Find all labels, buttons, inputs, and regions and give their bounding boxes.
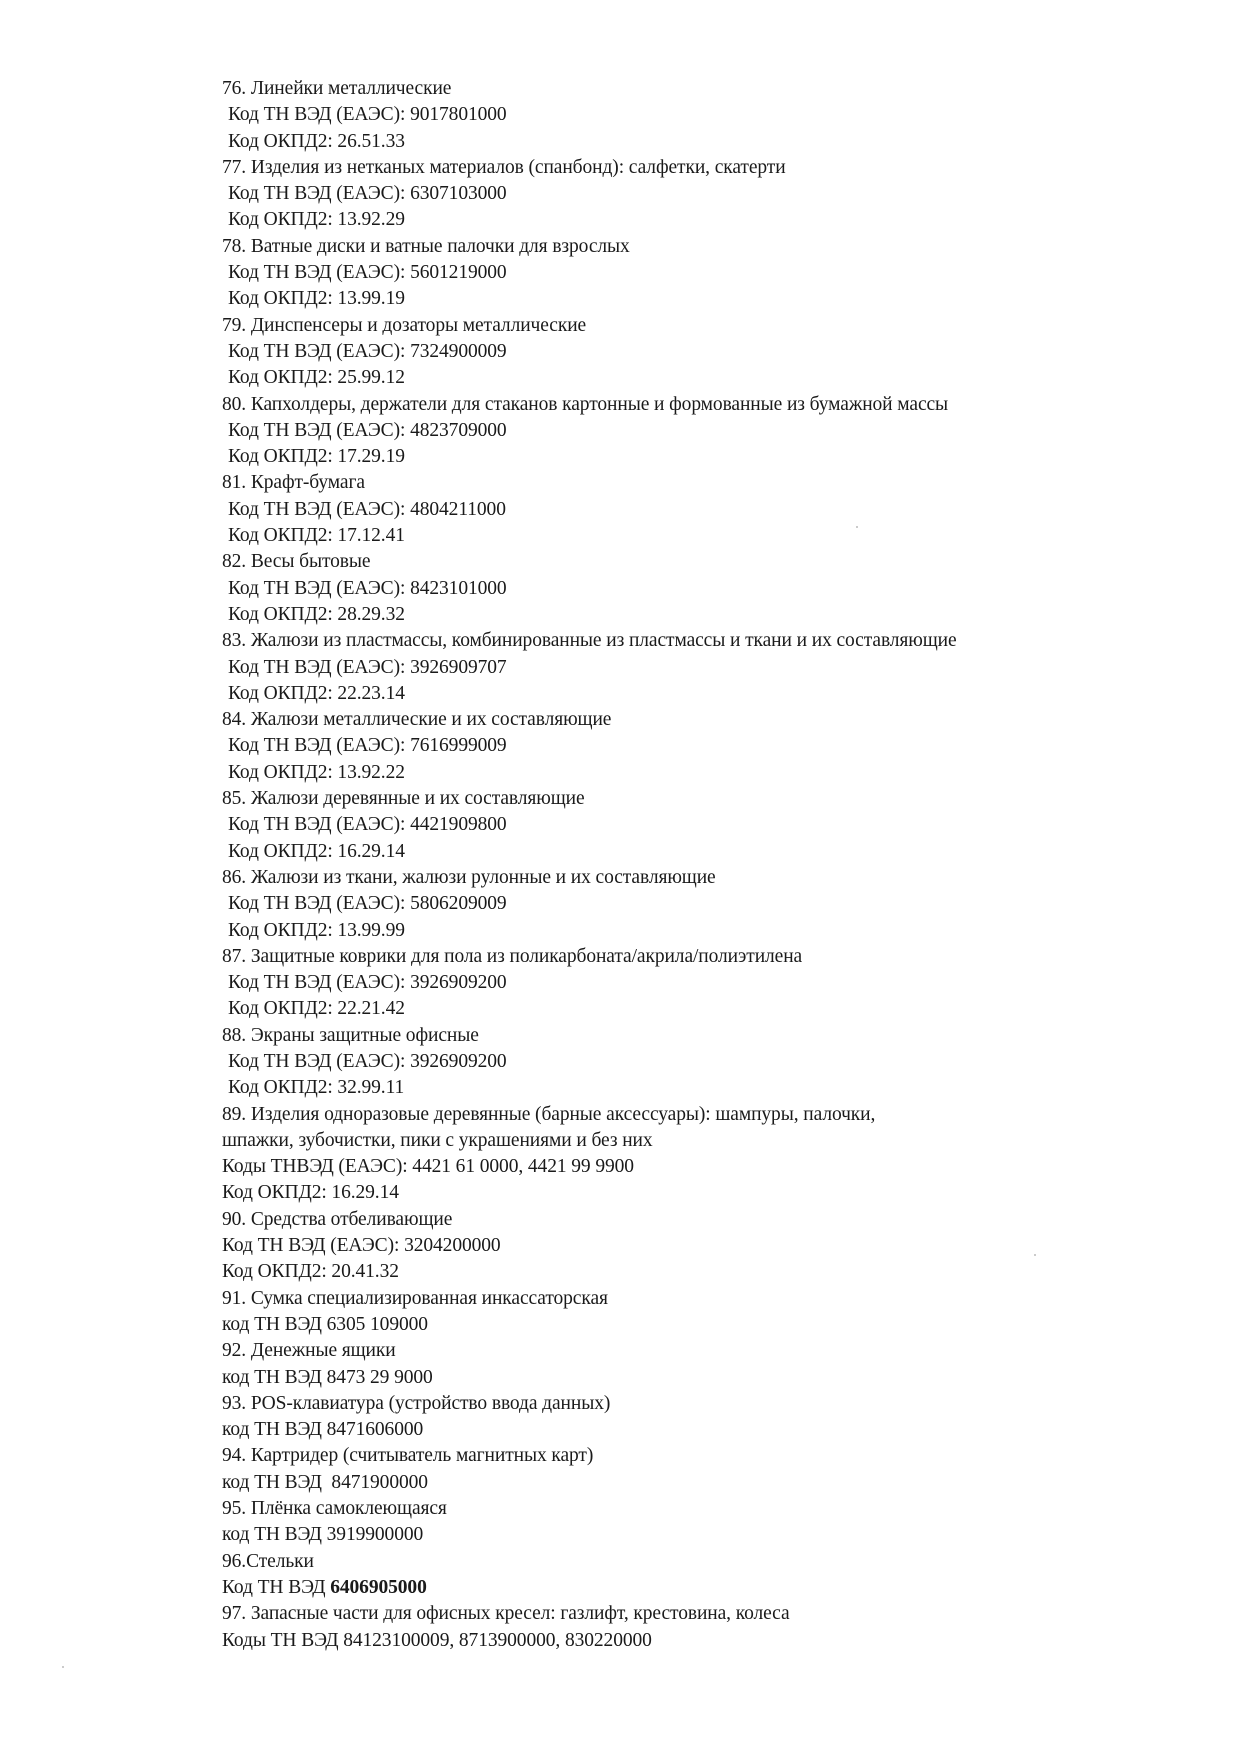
item-title: 84. Жалюзи металлические и их составляющие <box>222 709 612 731</box>
item-tnved-code: Код ТН ВЭД (ЕАЭС): 7324900009 <box>228 340 507 362</box>
item-tnved-code: Код ТН ВЭД (ЕАЭС): 5601219000 <box>228 262 507 284</box>
item-okpd-code: Код ОКПД2: 28.29.32 <box>228 603 405 625</box>
item-95 <box>222 1496 1122 1549</box>
item-84 <box>222 707 1122 786</box>
item-89 <box>222 1102 1122 1207</box>
item-title: 76. Линейки металлические <box>222 78 452 99</box>
item-title: 78. Ватные диски и ватные палочки для взрослых <box>222 235 630 257</box>
item-93 <box>222 1391 1122 1444</box>
item-83 <box>222 628 1122 707</box>
item-title: 79. Динспенсеры и дозаторы металлические <box>222 314 587 336</box>
item-tnved-code: код ТН ВЭД 3919900000 <box>222 1524 424 1546</box>
scan-speck <box>856 526 858 528</box>
item-82 <box>222 549 1122 628</box>
item-tnved-code: Код ТН ВЭД (ЕАЭС): 4421909800 <box>228 814 507 836</box>
item-78 <box>222 234 1122 313</box>
item-88 <box>222 1023 1122 1102</box>
item-okpd-code: Код ОКПД2: 13.99.19 <box>228 288 405 310</box>
item-90 <box>222 1207 1122 1286</box>
item-title: 80. Капхолдеры, держатели для стаканов картонные и формованные из бумажной массы <box>222 393 949 415</box>
item-tnved-code: код ТН ВЭД 8471606000 <box>222 1419 424 1441</box>
item-title: 88. Экраны защитные офисные <box>222 1024 479 1046</box>
item-title: 91. Сумка специализированная инкассаторская <box>222 1287 608 1309</box>
item-tnved-code: Код ТН ВЭД (ЕАЭС): 9017801000 <box>228 104 507 126</box>
item-tnved-code: Код ТН ВЭД (ЕАЭС): 4804211000 <box>228 498 506 520</box>
item-tnved-code: Код ТН ВЭД (ЕАЭС): 7616999009 <box>228 735 507 757</box>
item-okpd-code: Код ОКПД2: 20.41.32 <box>222 1261 399 1283</box>
item-title-continued: шпажки, зубочистки, пики с украшениями и без них <box>222 1129 653 1151</box>
item-okpd-code: Код ОКПД2: 13.99.99 <box>228 919 405 941</box>
item-okpd-code: Код ОКПД2: 26.51.33 <box>228 130 405 152</box>
item-tnved-code: Код ТН ВЭД (ЕАЭС): 4823709000 <box>228 419 507 441</box>
item-76 <box>222 76 1122 155</box>
scan-speck <box>62 1666 64 1668</box>
item-okpd-code: Код ОКПД2: 22.21.42 <box>228 998 405 1020</box>
item-title: 92. Денежные ящики <box>222 1340 396 1362</box>
item-96 <box>222 1549 1122 1602</box>
item-title: 93. POS-клавиатура (устройство ввода данных) <box>222 1392 611 1414</box>
item-tnved-code: Код ТН ВЭД (ЕАЭС): 8423101000 <box>228 577 507 599</box>
item-title: 87. Защитные коврики для пола из поликарбоната/акрила/полиэтилена <box>222 945 803 967</box>
item-okpd-code: Код ОКПД2: 32.99.11 <box>228 1077 405 1099</box>
document-body <box>222 76 1122 1654</box>
item-tnved-code: Код ТН ВЭД (ЕАЭС): 3926909200 <box>228 972 507 994</box>
item-title: 83. Жалюзи из пластмассы, комбинированные из пластмассы и ткани и их составляющие <box>222 630 957 652</box>
item-tnved-code: Код ТН ВЭД (ЕАЭС): 5806209009 <box>228 893 507 915</box>
item-80 <box>222 392 1122 471</box>
item-okpd-code: Код ОКПД2: 25.99.12 <box>228 367 405 389</box>
item-okpd-code: Код ОКПД2: 17.12.41 <box>228 525 405 547</box>
item-92 <box>222 1338 1122 1391</box>
item-tnved-code <box>222 1575 1122 1601</box>
item-tnved-code-prefix: Код ТН ВЭД <box>222 1576 331 1598</box>
item-tnved-code: код ТН ВЭД 6305 109000 <box>222 1313 428 1335</box>
item-title: 94. Картридер (считыватель магнитных карт) <box>222 1445 594 1467</box>
item-tnved-code: Код ТН ВЭД (ЕАЭС): 3926909200 <box>228 1050 507 1072</box>
item-title: 96.Стельки <box>222 1550 314 1572</box>
item-81 <box>222 470 1122 549</box>
item-tnved-code-value: 6406905000 <box>330 1576 427 1598</box>
item-okpd-code: Код ОКПД2: 22.23.14 <box>228 682 405 704</box>
item-title: 86. Жалюзи из ткани, жалюзи рулонные и их составляющие <box>222 866 716 888</box>
item-tnved-code: Коды ТН ВЭД 84123100009, 8713900000, 830220000 <box>222 1629 652 1651</box>
item-97 <box>222 1601 1122 1654</box>
item-title: 95. Плёнка самоклеющаяся <box>222 1498 447 1520</box>
item-tnved-code: код ТН ВЭД 8473 29 9000 <box>222 1366 433 1388</box>
item-79 <box>222 313 1122 392</box>
item-94 <box>222 1443 1122 1496</box>
item-91 <box>222 1286 1122 1339</box>
item-title: 77. Изделия из нетканых материалов (спанбонд): салфетки, скатерти <box>222 156 786 178</box>
item-tnved-code: Код ТН ВЭД (ЕАЭС): 3204200000 <box>222 1235 501 1257</box>
item-title: 81. Крафт-бумага <box>222 472 365 494</box>
item-okpd-code: Код ОКПД2: 16.29.14 <box>228 840 405 862</box>
item-title: 89. Изделия одноразовые деревянные (барные аксессуары): шампуры, палочки, <box>222 1103 876 1125</box>
item-title: 97. Запасные части для офисных кресел: газлифт, крестовина, колеса <box>222 1603 790 1625</box>
item-86 <box>222 865 1122 944</box>
item-77 <box>222 155 1122 234</box>
scan-speck <box>1034 1254 1036 1256</box>
item-okpd-code: Код ОКПД2: 13.92.29 <box>228 209 405 231</box>
item-okpd-code: Код ОКПД2: 16.29.14 <box>222 1182 399 1204</box>
item-85 <box>222 786 1122 865</box>
item-tnved-code: код ТН ВЭД 8471900000 <box>222 1471 428 1493</box>
item-tnved-code: Код ТН ВЭД (ЕАЭС): 3926909707 <box>228 656 507 678</box>
item-okpd-code: Код ОКПД2: 13.92.22 <box>228 761 405 783</box>
item-87 <box>222 944 1122 1023</box>
item-title: 90. Средства отбеливающие <box>222 1208 453 1230</box>
item-tnved-code: Коды ТНВЭД (ЕАЭС): 4421 61 0000, 4421 99 9900 <box>222 1156 634 1178</box>
item-tnved-code: Код ТН ВЭД (ЕАЭС): 6307103000 <box>228 183 507 205</box>
item-title: 82. Весы бытовые <box>222 551 371 573</box>
item-title: 85. Жалюзи деревянные и их составляющие <box>222 788 585 810</box>
item-okpd-code: Код ОКПД2: 17.29.19 <box>228 446 405 468</box>
